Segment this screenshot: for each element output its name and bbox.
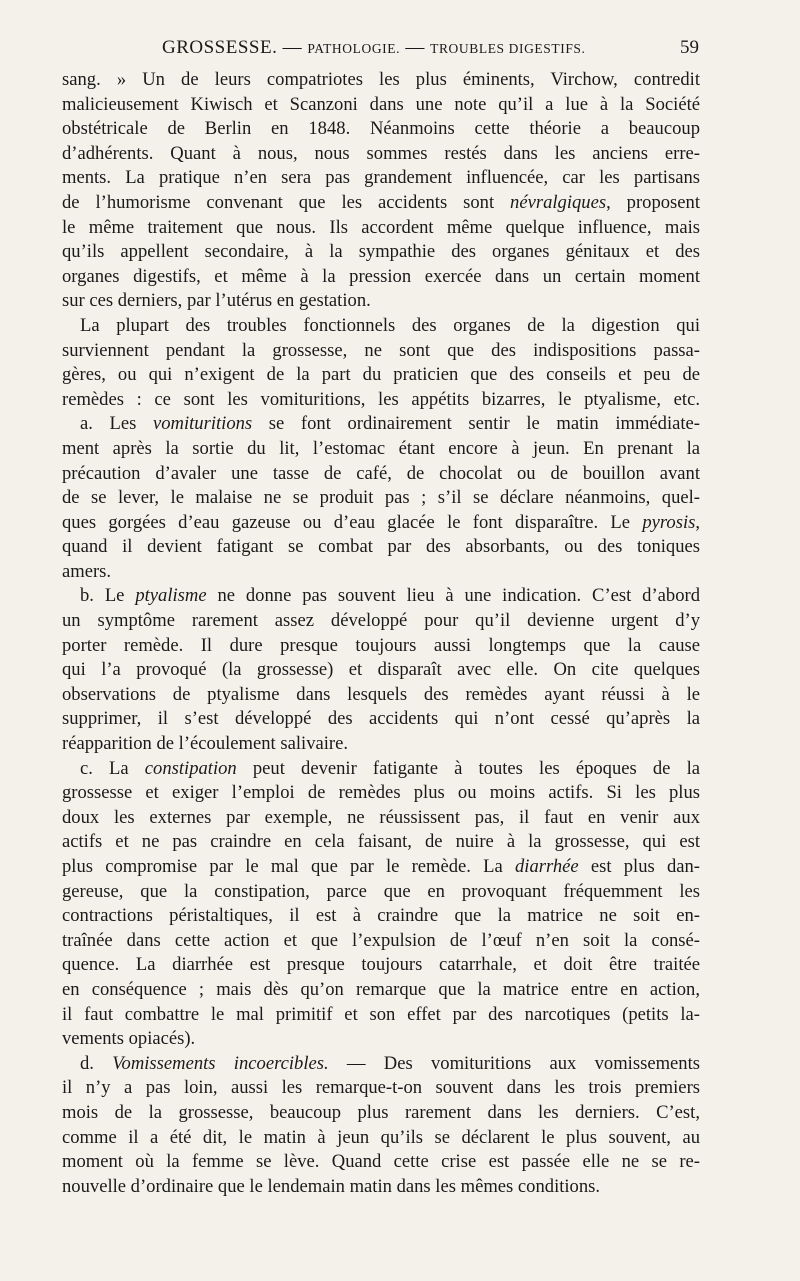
text-line: qu’ils appellent secondaire, à la sympathie des organes génitaux et des (62, 241, 700, 263)
text-segment: , proposent (606, 191, 700, 213)
text-line: il n’y a pas loin, aussi les remarque-t-on souvent dans les trois premiers (62, 1077, 700, 1099)
running-head-text (162, 34, 586, 63)
text-line: doux les externes par exemple, ne réussissent pas, il faut en venir aux (62, 806, 700, 828)
text-line: il faut combattre le mal primitif et son effet par des narcotiques (petits la- (62, 1003, 700, 1025)
page-number: 59 (680, 37, 699, 58)
text-line: grossesse et exiger l’emploi de remèdes plus ou moins actifs. Si les plus (62, 782, 700, 804)
text-line: qui l’a provoqué (la grossesse) et disparaît avec elle. On cite quelques (62, 659, 700, 681)
text-line: organes digestifs, et même à la pression exercée dans un certain moment (62, 265, 700, 287)
running-head-subsection: TROUBLES DIGESTIFS. (430, 41, 586, 56)
running-head-separator: — (277, 37, 308, 58)
text-line: contractions péristaltiques, il est à craindre que la matrice ne soit en- (62, 905, 700, 927)
text-segment: de l’humorisme convenant que les accidents sont (62, 191, 511, 213)
text-line: ments. La pratique n’en sera pas grandement influencée, car les partisans (62, 167, 700, 189)
italic-term: ptyalisme (135, 585, 207, 607)
running-head-section: PATHOLOGIE. (307, 41, 401, 56)
text-line: traînée dans cette action et que l’expulsion de l’œuf n’en soit la consé- (62, 929, 700, 951)
running-head-title: GROSSESSE. (162, 37, 278, 58)
italic-term: pyrosis (642, 511, 696, 533)
text-line: un symptôme rarement assez développé pour qu’il devienne urgent d’y (62, 610, 700, 632)
text-line: supprimer, il s’est développé des accidents qui n’ont cessé qu’après la (62, 708, 700, 730)
text-segment: c. La (80, 757, 145, 779)
text-line: précaution d’avaler une tasse de café, de chocolat ou de bouillon avant (62, 462, 700, 484)
text-line: La plupart des troubles fonctionnels des organes de la digestion qui (80, 314, 700, 336)
text-line (62, 191, 700, 216)
text-segment: , (695, 511, 700, 533)
text-line: observations de ptyalisme dans lesquels des remèdes ayant réussi à le (62, 683, 700, 705)
text-line: ment après la sortie du lit, l’estomac étant encore à jeun. En prenant la (62, 437, 700, 459)
text-segment: est plus dan- (578, 856, 700, 877)
italic-term: Vomissements incoercibles. (112, 1052, 329, 1074)
text-line: nouvelle d’ordinaire que le lendemain matin dans les mêmes conditions. (62, 1175, 601, 1197)
text-line: le même traitement que nous. Ils accordent même quelque influence, mais (62, 216, 700, 238)
text-line: mois de la grossesse, beaucoup plus rarement dans les derniers. C’est, (62, 1101, 700, 1123)
italic-term: diarrhée (514, 856, 579, 877)
text-line: quence. La diarrhée est presque toujours catarrhale, et doit être traitée (62, 954, 700, 976)
italic-term: constipation (144, 757, 237, 779)
text-line: sang. » Un de leurs compatriotes les plus éminents, Virchow, contredit (62, 69, 700, 90)
text-line: sur ces derniers, par l’utérus en gestation. (62, 290, 371, 312)
text-line: de se lever, le malaise ne se produit pas ; s’il se déclare néanmoins, quel- (62, 487, 700, 509)
text-line: d’adhérents. Quant à nous, nous sommes restés dans les anciens erre- (62, 142, 700, 164)
text-line (62, 1052, 700, 1077)
text-line: gères, ou qui n’exigent de la part du praticien que des conseils et peu de (62, 364, 700, 386)
text-segment: ne donne pas souvent lieu à une indication. C’est d’abord (206, 585, 700, 607)
text-line (62, 855, 700, 880)
text-line (62, 584, 700, 609)
body-text (62, 68, 700, 1199)
text-segment: — Des vomituritions aux vomissements (328, 1052, 700, 1074)
text-segment: plus compromise par le mal que par le remède. La (62, 856, 515, 877)
text-segment: b. Le (80, 585, 136, 607)
text-line: comme il a été dit, le matin à jeun qu’ils se déclarent le plus souvent, au (62, 1126, 700, 1148)
text-line: remèdes : ce sont les vomituritions, les appétits bizarres, le ptyalisme, etc. (62, 388, 700, 410)
italic-term: névralgiques (510, 191, 607, 213)
text-line: vements opiacés). (62, 1028, 196, 1050)
text-segment: ques gorgées d’eau gazeuse ou d’eau glacée le font disparaître. Le (62, 511, 643, 533)
italic-term: vomituritions (153, 413, 253, 435)
running-head-separator: — (400, 37, 431, 58)
text-segment: d. (80, 1052, 113, 1074)
text-segment: a. Les (80, 413, 153, 435)
running-head (62, 34, 702, 62)
text-line: obstétricale de Berlin en 1848. Néanmoins cette théorie a beaucoup (62, 118, 700, 140)
text-line: quand il devient fatigant se combat par des absorbants, ou des toniques (62, 536, 700, 558)
text-line (62, 757, 700, 782)
text-line: en conséquence ; mais dès qu’on remarque que la matrice entre en action, (62, 978, 700, 1000)
text-line: actifs et ne pas craindre en cela faisant, de nuire à la grossesse, qui est (62, 831, 700, 853)
text-line: moment où la femme se lève. Quand cette crise est passée elle ne se re- (62, 1151, 700, 1173)
text-segment: peut devenir fatigante à toutes les époques de la (236, 757, 700, 779)
text-line: malicieusement Kiwisch et Scanzoni dans une note qu’il a lue à la Société (62, 93, 700, 115)
text-line (62, 511, 700, 536)
text-segment: se font ordinairement sentir le matin immédiate- (252, 413, 700, 435)
text-line: réapparition de l’écoulement salivaire. (62, 733, 349, 755)
text-line: porter remède. Il dure presque toujours aussi longtemps que la cause (62, 634, 700, 656)
text-line (62, 412, 700, 437)
text-line: gereuse, que la constipation, parce que en provoquant fréquemment les (62, 880, 700, 902)
text-line: surviennent pendant la grossesse, ne sont que des indispositions passa- (62, 339, 700, 361)
text-line: amers. (62, 560, 112, 582)
